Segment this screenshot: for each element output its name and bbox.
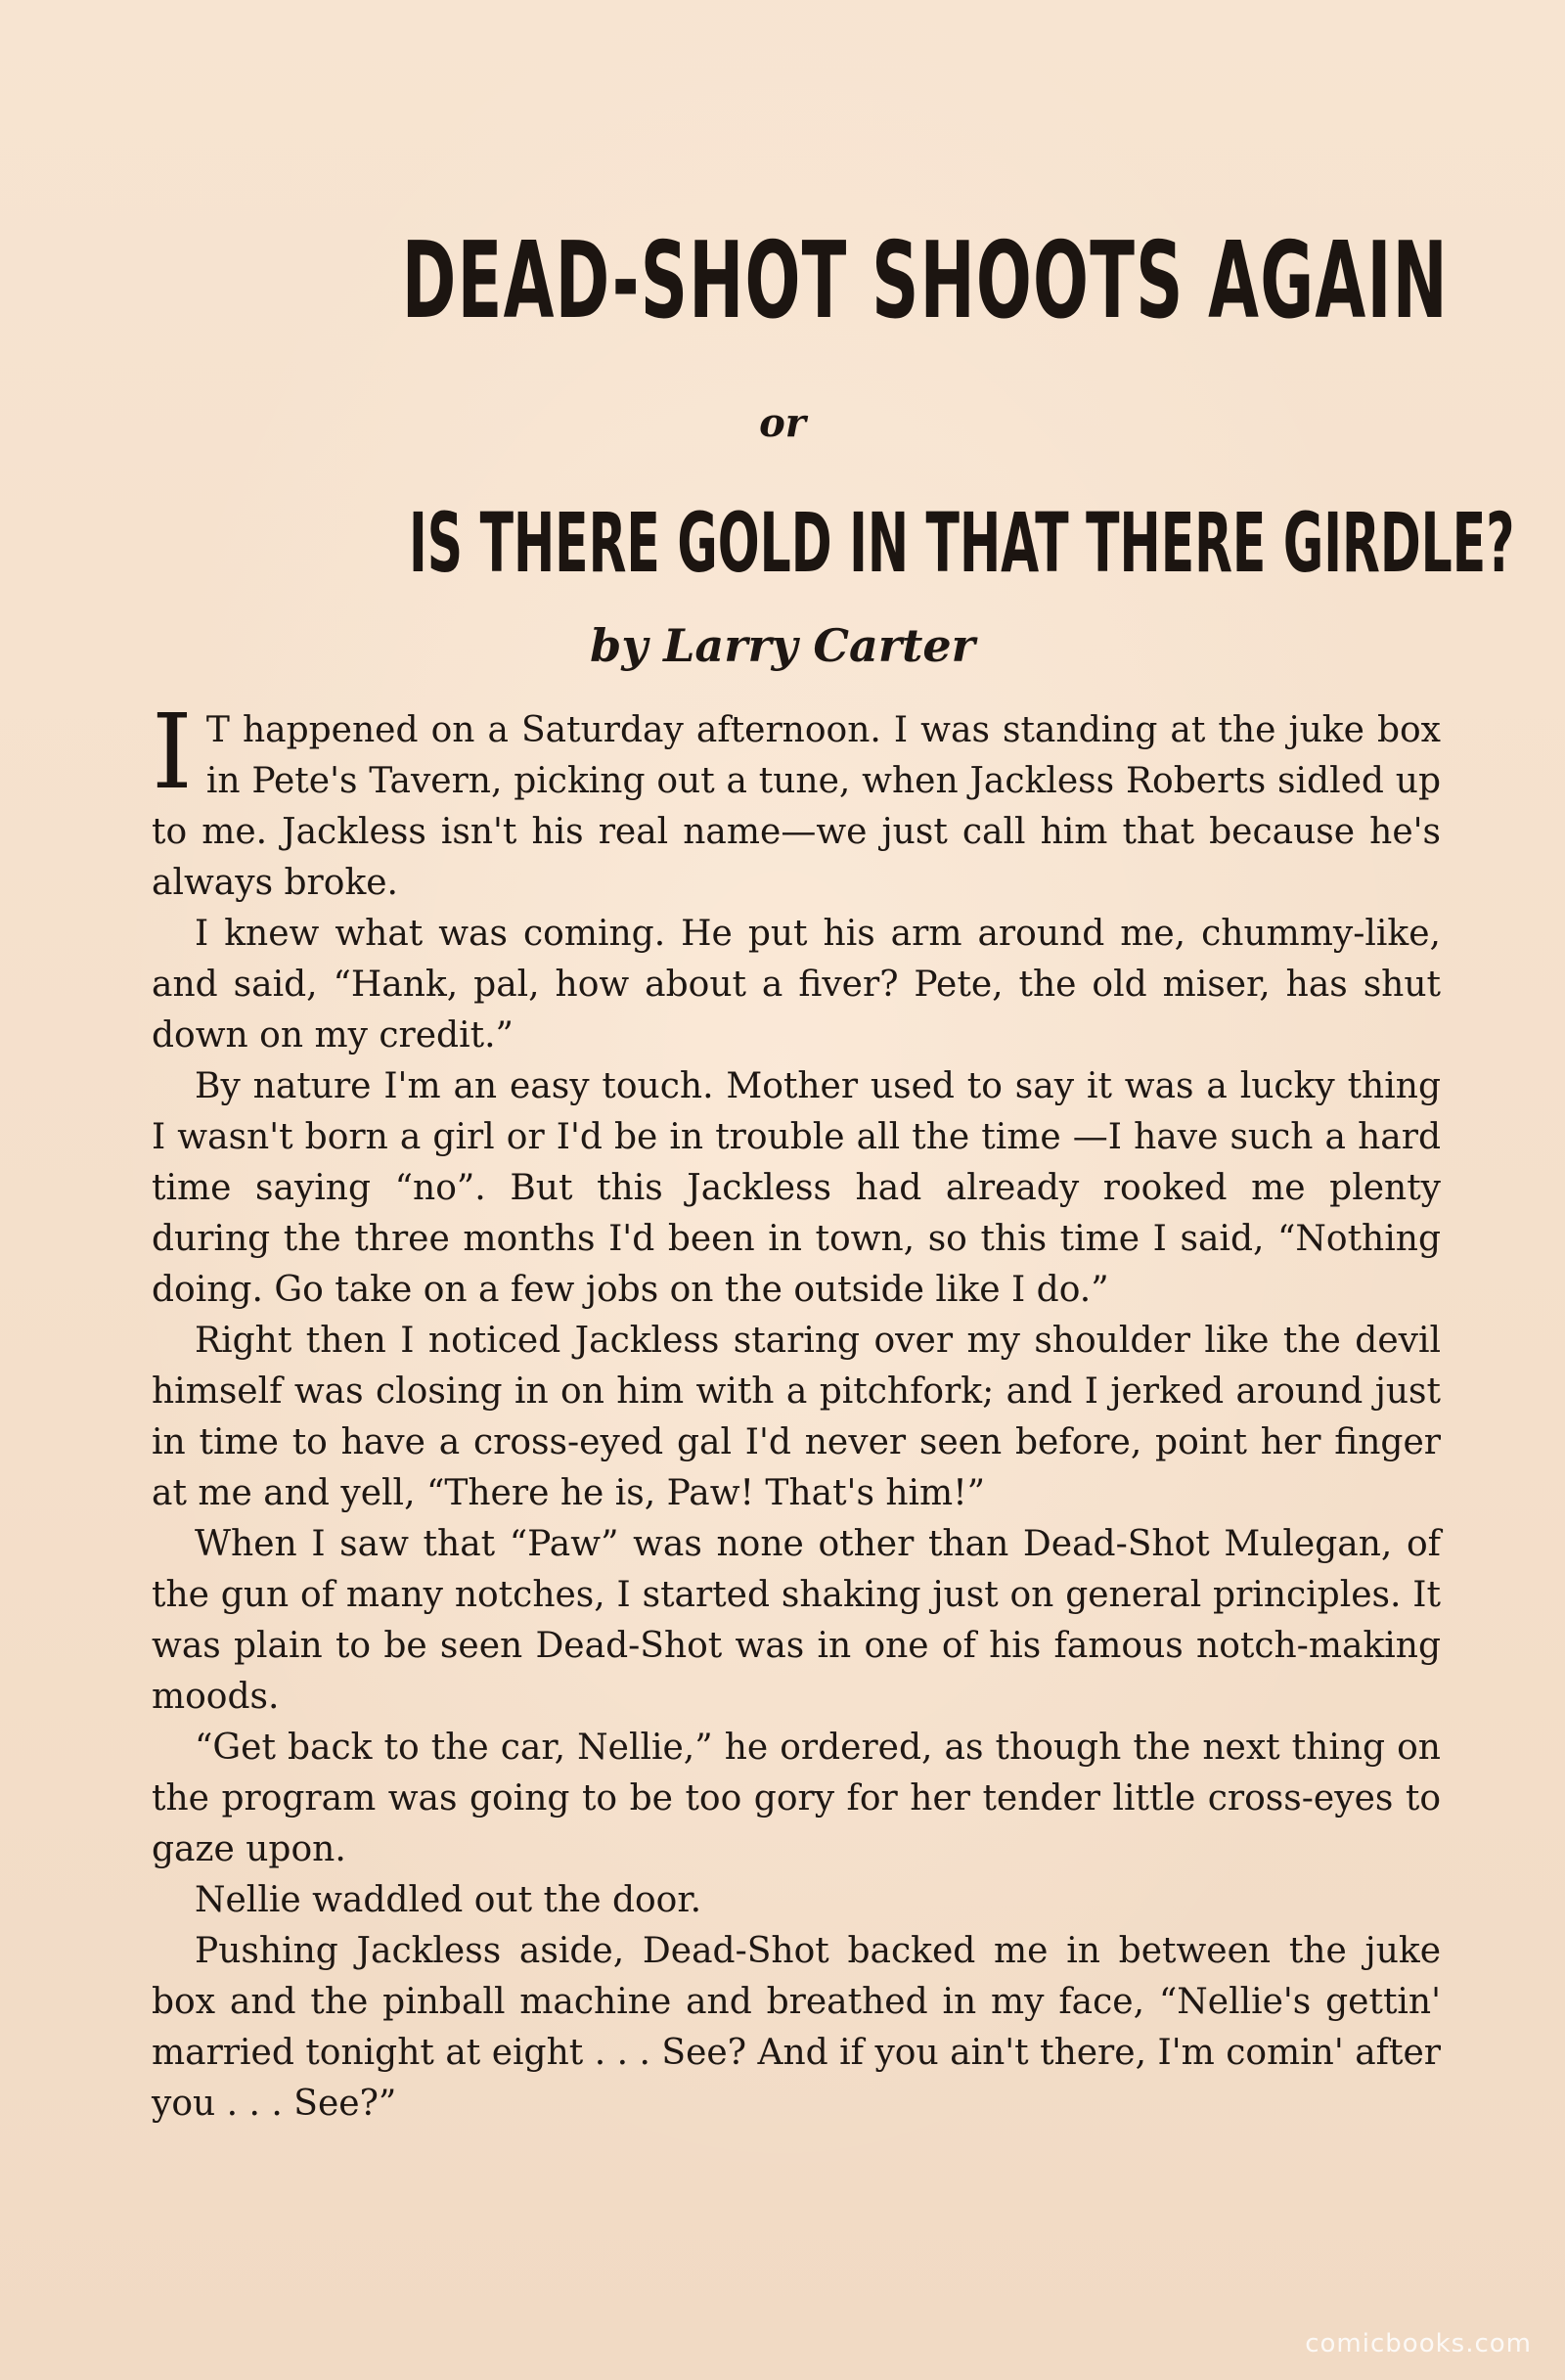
title-connector: or bbox=[759, 400, 806, 446]
story-subtitle: IS THERE GOLD IN THAT THERE GIRDLE? bbox=[408, 495, 1515, 591]
story-paragraph: “Get back to the car, Nellie,” he ordered, as though the next thing on the program was going to be too gory for her tender little cross-eyes to gaze upon. bbox=[152, 1728, 1441, 1869]
story-paragraph: By nature I'm an easy touch. Mother used to say it was a lucky thing I wasn't born a girl or I'd be in trouble all the time —I have such a hard time saying “no”. But this Jackless had already rooked me plenty during the three months I'd been in town, so this time I said, “Nothing doing. Go take on a few jobs on the outside like I do.” bbox=[152, 1066, 1441, 1310]
story-paragraph: I knew what was coming. He put his arm around me, chummy-like, and said, “Hank, pal, how about a fiver? Pete, the old miser, has shut down on my credit.” bbox=[152, 914, 1441, 1055]
story-paragraph: Nellie waddled out the door. bbox=[195, 1880, 702, 1920]
story-paragraph bbox=[152, 692, 1441, 909]
paragraph-text: T happened on a Saturday afternoon. I was standing at the juke box in Pete's Tavern, picking out a tune, when Jackless Roberts sidled up to me. Jackless isn't his real name—we just call him that because he's always broke. bbox=[152, 710, 1441, 903]
site-watermark: comicbooks.com bbox=[1305, 2329, 1532, 2358]
drop-cap: I bbox=[152, 692, 193, 812]
author-byline: by Larry Carter bbox=[590, 619, 975, 672]
story-paragraph: Pushing Jackless aside, Dead-Shot backed me in between the juke box and the pinball machine and breathed in my face, “Nellie's gettin' married tonight at eight . . . See? And if you ain't there, I'm comin' after you . . . See?” bbox=[152, 1931, 1441, 2124]
story-paragraph: When I saw that “Paw” was none other than Dead-Shot Mulegan, of the gun of many notches, I started shaking just on general principles. It was plain to be seen Dead-Shot was in one of his famous notch-making moods. bbox=[152, 1524, 1441, 1717]
story-body bbox=[152, 692, 1441, 2130]
story-paragraph: Right then I noticed Jackless staring over my shoulder like the devil himself was closing in on him with a pitchfork; and I jerked around just in time to have a cross-eyed gal I'd never seen before, point her finger at me and yell, “There he is, Paw! That's him!” bbox=[152, 1321, 1441, 1513]
story-title: DEAD-SHOT SHOOTS AGAIN bbox=[401, 220, 1449, 342]
